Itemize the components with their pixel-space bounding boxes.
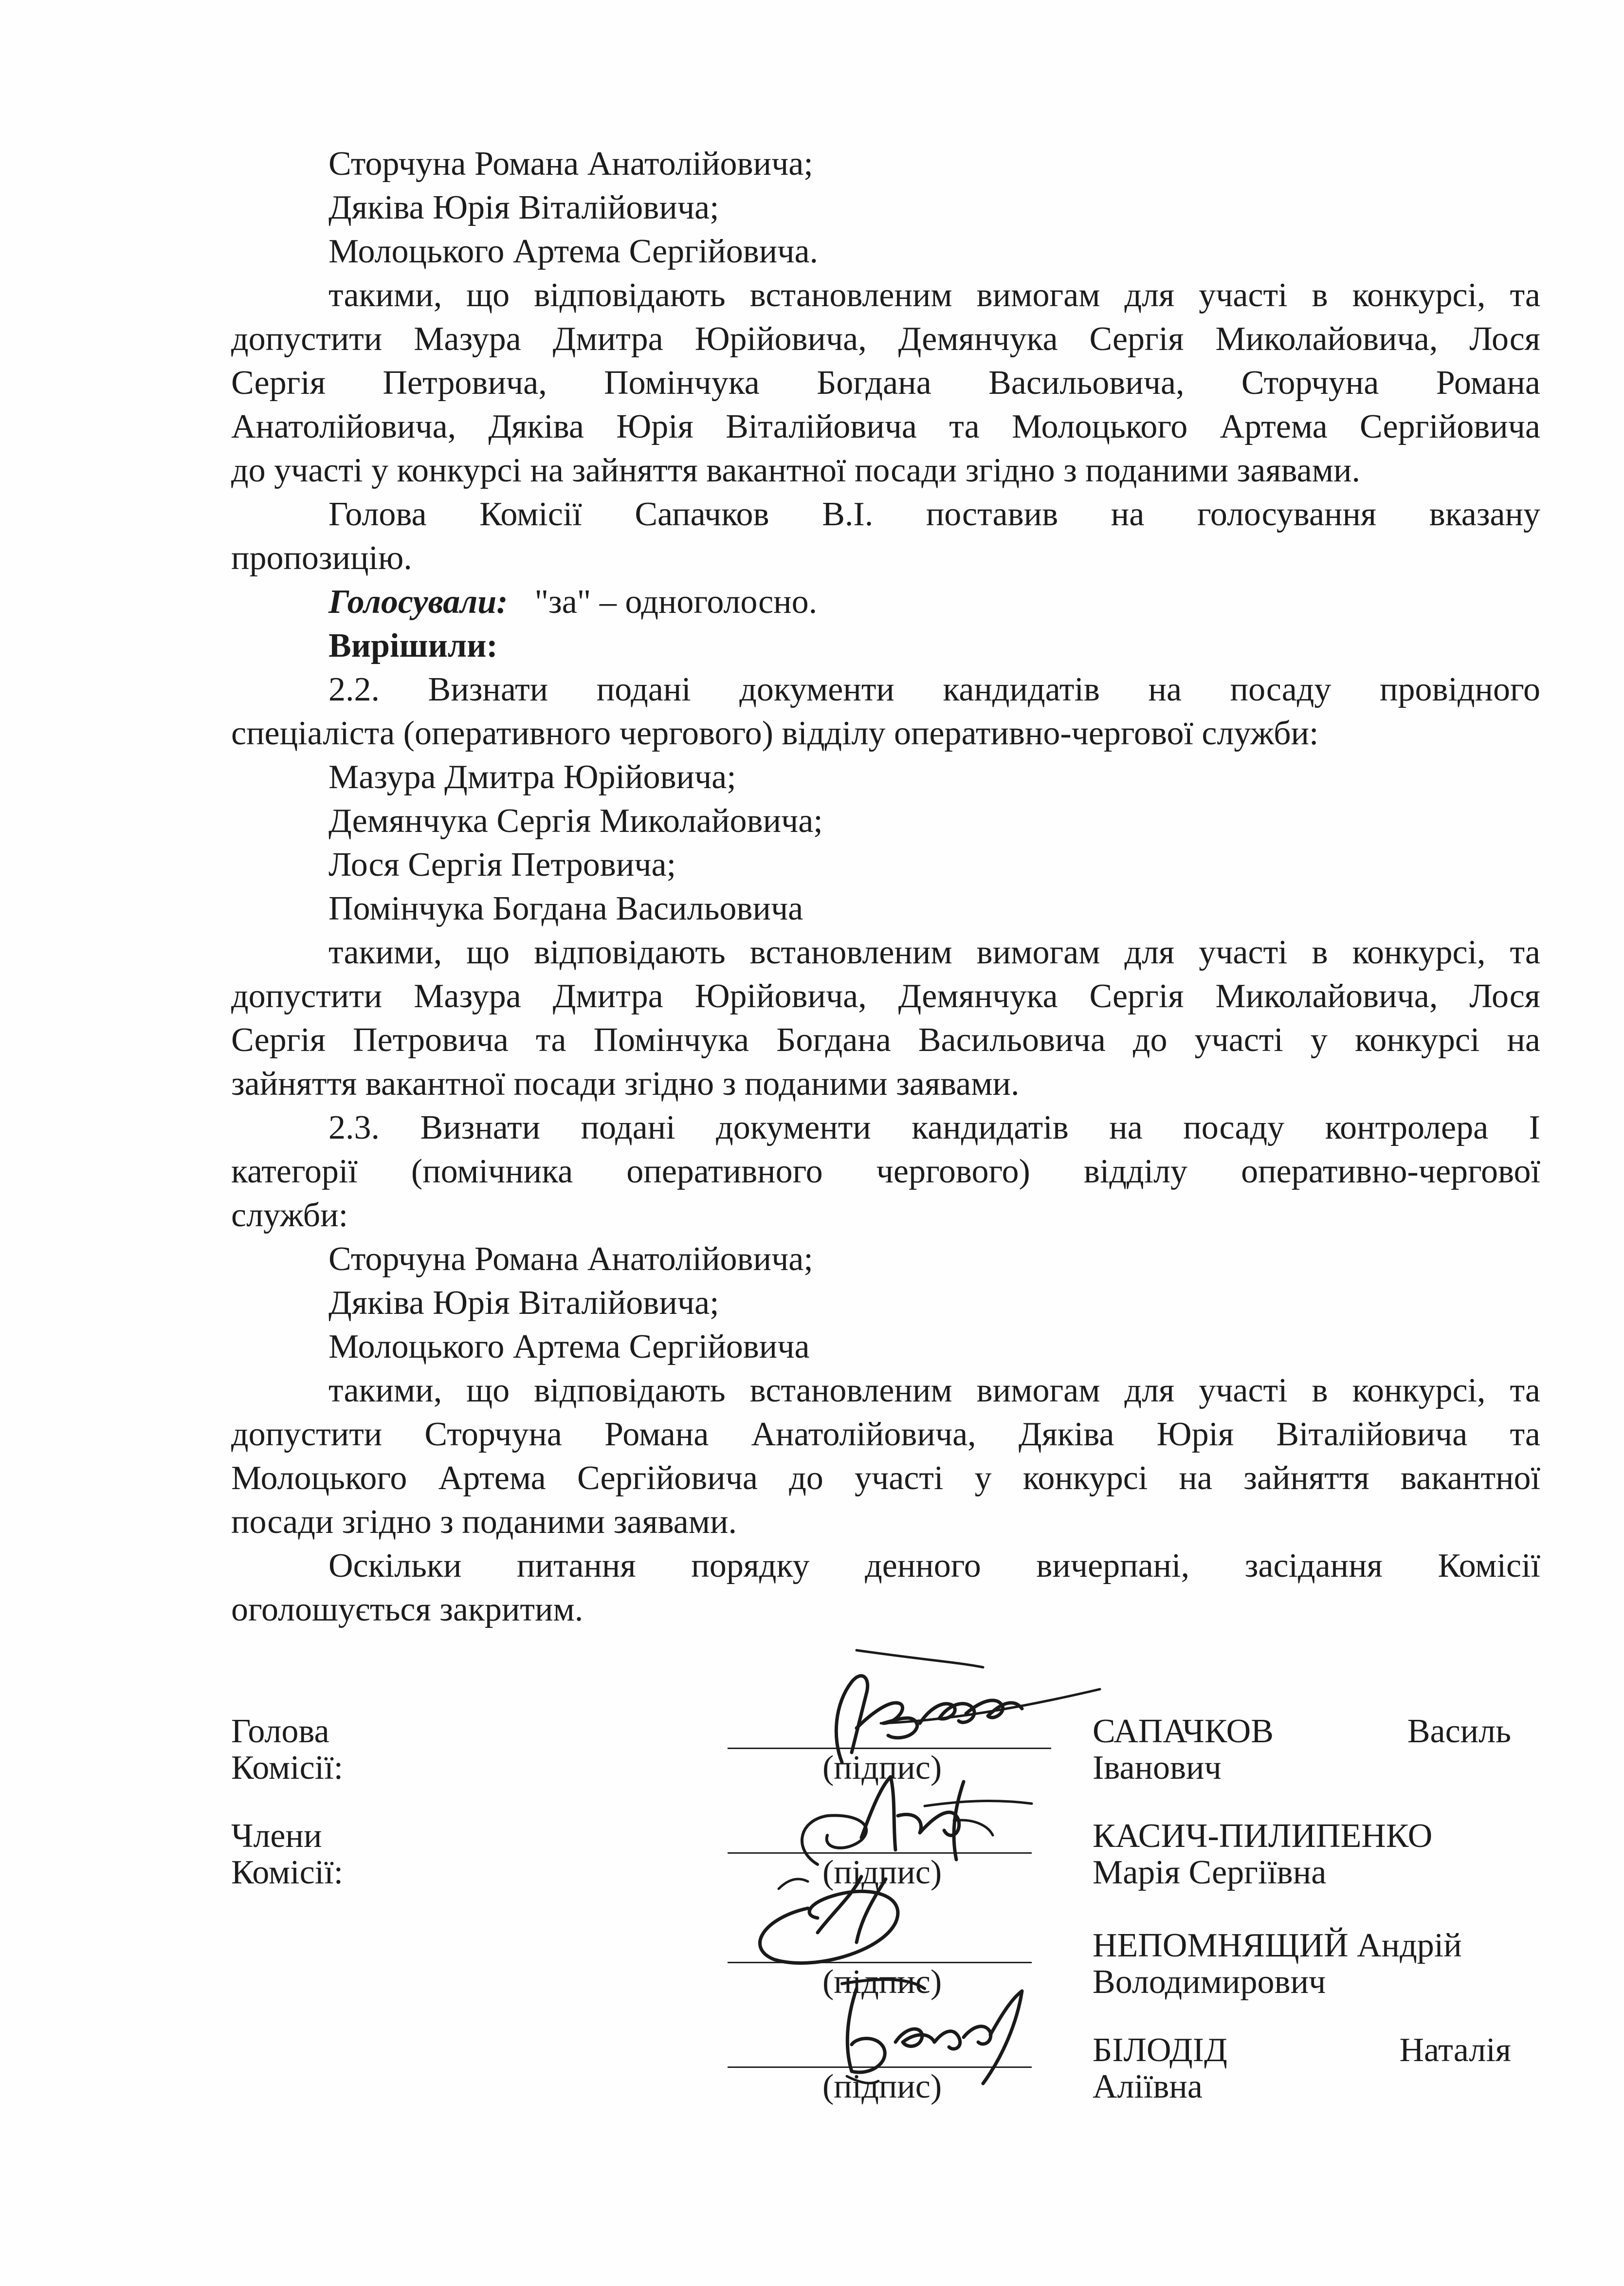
candidate-line: Молоцького Артема Сергійовича. (328, 233, 819, 270)
signatory-given-name: Наталія (1399, 2031, 1511, 2069)
paragraph-line: категорії (помічника оперативного чергового) відділу оперативно-чергової (231, 1153, 1540, 1190)
paragraph-line: спеціаліста (оперативного чергового) відділу оперативно-чергової служби: (231, 715, 1319, 752)
candidate-line: Помінчука Богдана Васильовича (328, 890, 803, 927)
signatory-name: КАСИЧ-ПИЛИПЕНКО (1093, 1817, 1433, 1855)
paragraph-line: пропозицію. (231, 539, 412, 577)
candidate-line: Мазура Дмитра Юрійовича; (328, 758, 736, 796)
paragraph-line: Голова Комісії Сапачков В.І. поставив на голосування вказану (328, 496, 1540, 533)
paragraph-line: оголошується закритим. (231, 1591, 584, 1628)
chair-role-label: Комісії: (231, 1749, 344, 1787)
signatory-surname: БІЛОДІД (1093, 2031, 1227, 2069)
paragraph-line: служби: (231, 1197, 348, 1234)
candidate-line: Молоцького Артема Сергійовича (328, 1328, 810, 1365)
paragraph-line: Сергія Петровича та Помінчука Богдана Васильовича до участі у конкурсі на (231, 1021, 1540, 1059)
signatory-name: НЕПОМНЯЩИЙ Андрій (1093, 1927, 1462, 1964)
candidate-line: Дяківа Юрія Віталійовича; (328, 189, 719, 226)
paragraph-line: такими, що відповідають встановленим вимогам для участі в конкурсі, та (328, 1372, 1540, 1409)
candidate-line: Демянчука Сергія Миколайовича; (328, 802, 823, 840)
paragraph-line: допустити Мазура Дмитра Юрійовича, Демянчука Сергія Миколайовича, Лося (231, 320, 1540, 358)
paragraph-line: 2.3. Визнати подані документи кандидатів на посаду контролера І (328, 1109, 1540, 1146)
candidate-line: Сторчуна Романа Анатолійовича; (328, 1240, 813, 1278)
paragraph-line: Сергія Петровича, Помінчука Богдана Васильовича, Сторчуна Романа (231, 364, 1540, 402)
vote-value: "за" – одноголосно. (534, 583, 818, 621)
signature-caption: (підпис) (822, 1749, 942, 1787)
paragraph-line: допустити Мазура Дмитра Юрійовича, Демянчука Сергія Миколайовича, Лося (231, 977, 1540, 1015)
members-role-label: Комісії: (231, 1854, 344, 1891)
signature-caption: (підпис) (822, 2068, 942, 2105)
paragraph-line: такими, що відповідають встановленим вимогам для участі в конкурсі, та (328, 934, 1540, 971)
candidate-line: Лося Сергія Петровича; (328, 846, 676, 884)
signatory-name: Володимирович (1093, 1963, 1326, 2001)
signatory-patronymic: Іванович (1093, 1749, 1222, 1787)
candidate-line: Сторчуна Романа Анатолійовича; (328, 145, 813, 183)
handwritten-signature-3 (735, 1850, 1007, 1976)
paragraph-line: 2.2. Визнати подані документи кандидатів на посаду провідного (328, 671, 1540, 708)
signature-caption: (підпис) (822, 1854, 942, 1891)
handwritten-signature-4 (798, 1964, 1090, 2096)
paragraph-line: Анатолійовича, Дяківа Юрія Віталійовича та Молоцького Артема Сергійовича (231, 408, 1540, 445)
signatory-name: Марія Сергіївна (1093, 1854, 1327, 1891)
decided-label: Вирішили: (328, 627, 498, 664)
paragraph-line: допустити Сторчуна Романа Анатолійовича, Дяківа Юрія Віталійовича та (231, 1416, 1540, 1453)
paragraph-line: такими, що відповідають встановленим вимогам для участі в конкурсі, та (328, 277, 1540, 314)
paragraph-line: Оскільки питання порядку денного вичерпані, засідання Комісії (328, 1547, 1540, 1585)
paragraph-line: до участі у конкурсі на зайняття вакантної посади згідно з поданими заявами. (231, 452, 1360, 489)
signatory-patronymic: Аліївна (1093, 2068, 1203, 2105)
signature-caption: (підпис) (822, 1963, 942, 2001)
paragraph-line: зайняття вакантної посади згідно з поданими заявами. (231, 1065, 1020, 1103)
signatory-given-name: Василь (1407, 1713, 1511, 1750)
paragraph-line: Молоцького Артема Сергійовича до участі у конкурсі на зайняття вакантної (231, 1459, 1540, 1497)
vote-label: Голосували: (328, 583, 508, 621)
chair-role-label: Голова (231, 1713, 329, 1750)
paragraph-line: посади згідно з поданими заявами. (231, 1503, 737, 1541)
candidate-line: Дяківа Юрія Віталійовича; (328, 1284, 719, 1322)
members-role-label: Члени (231, 1817, 322, 1855)
signatory-surname: САПАЧКОВ (1093, 1713, 1274, 1750)
vote-line (328, 580, 817, 624)
